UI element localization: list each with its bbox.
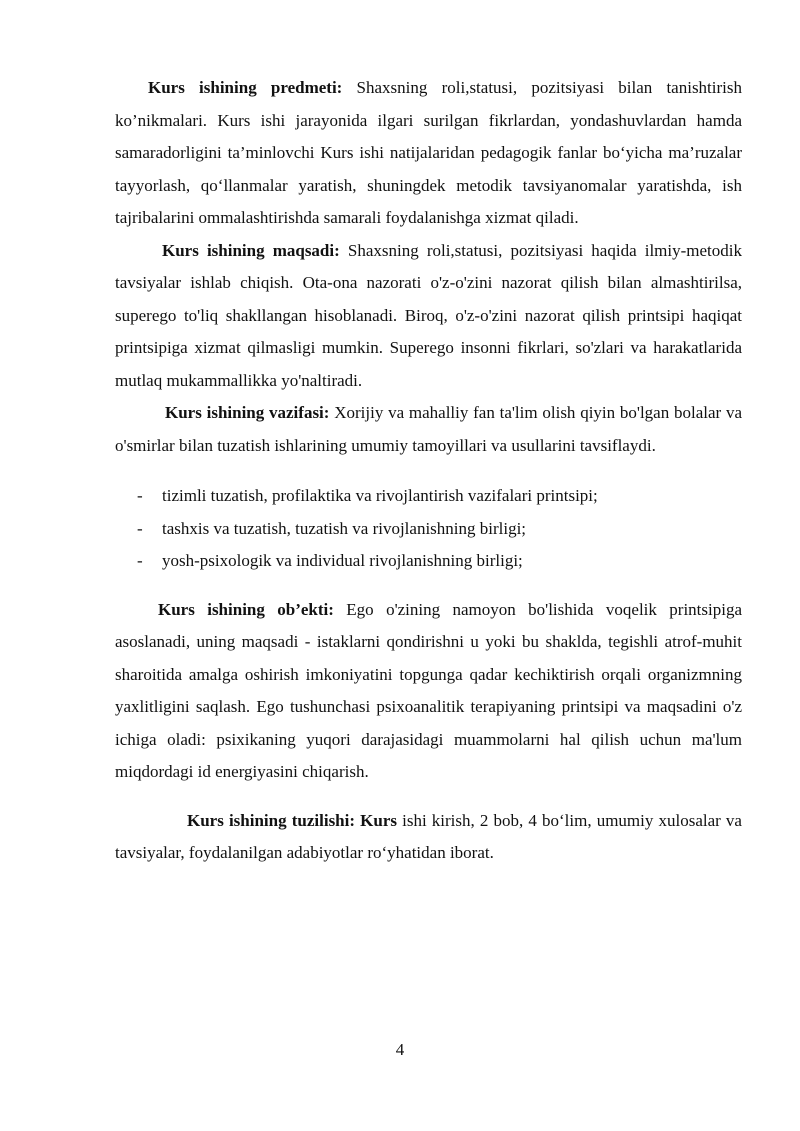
heading-obekti: Kurs ishining ob’ekti: bbox=[158, 599, 334, 619]
heading-tuzilishi: Kurs ishining tuzilishi: Kurs bbox=[187, 810, 397, 830]
paragraph-tuzilishi bbox=[115, 805, 742, 870]
text-tuzilishi: ishi kirish, 2 bob, 4 bo‘lim, umumiy xulosalar va tavsiyalar, foydalanilgan adabiyotlar ro‘yhatidan iborat. bbox=[115, 810, 742, 862]
paragraph-obekti bbox=[115, 594, 742, 789]
text-maqsadi: Shaxsning roli,statusi, pozitsiyasi haqida ilmiy-metodik tavsiyalar ishlab chiqish. Ota-ona nazorati o'z-o'zini nazorat qilish bilan almashtirilsa, superego to'liq shakllangan hisoblanadi. Biroq, o'z-o'zini nazorat qilish printsipi haqiqat printsipiga xizmat qilmasligi mumkin. Superego insonni fikrlari, so'zlari va harakatlarida mutlaq mukammallikka yo'naltiradi. bbox=[115, 240, 742, 390]
text-predmeti: Shaxsning roli,statusi, pozitsiyasi bilan tanishtirish ko’nikmalari. Kurs ishi jarayonida ilgari surilgan fikrlardan, yondashuvlardan hamda samaradorligini ta’minlovchi Kurs ishi natijalaridan pedagogik fanlar bo‘yicha ma’ruzalar tayyorlash, qo‘llanmalar yaratish, shuningdek metodik tavsiyanomalar yaratishda, ish tajribalarini ommalashtirishda samarali foydalanishga xizmat qiladi. bbox=[115, 78, 743, 227]
principles-list bbox=[115, 480, 742, 578]
paragraph-predmeti bbox=[115, 72, 742, 235]
list-item-text: yosh-psixologik va individual rivojlanishning birligi; bbox=[162, 551, 523, 570]
paragraph-maqsadi bbox=[115, 235, 742, 398]
text-obekti: Ego o'zining namoyon bo'lishida voqelik printsipiga asoslanadi, uning maqsadi - istaklarni qondirishni u yoki bu shaklda, tegishli atrof-muhit sharoitida amalga oshirish imkoniyatini topgunga qadar kechiktirish orqali organizmning yaxlitligini saqlash. Ego tushunchasi psixoanalitik terapiyaning printsipi va maqsadini o'z ichiga oladi: psixikaning yuqori darajasidagi muammolarni hal qilish uchun ma'lum miqdordagi id energiyasini chiqarish. bbox=[115, 599, 743, 781]
heading-vazifasi: Kurs ishining vazifasi: bbox=[165, 403, 330, 422]
paragraph-vazifasi bbox=[115, 397, 742, 462]
document-page bbox=[115, 72, 742, 870]
list-dash: - bbox=[137, 551, 143, 570]
list-item bbox=[115, 513, 742, 546]
list-item-text: tizimli tuzatish, profilaktika va rivojlantirish vazifalari printsipi; bbox=[162, 486, 598, 505]
heading-maqsadi: Kurs ishining maqsadi: bbox=[162, 240, 340, 260]
list-item-text: tashxis va tuzatish, tuzatish va rivojlanishning birligi; bbox=[162, 518, 527, 538]
text-vazifasi: Xorijiy va mahalliy fan ta'lim olish qiyin bo'lgan bolalar va o'smirlar bilan tuzatish ishlarining umumiy tamoyillari va usullarini tavsiflaydi. bbox=[115, 403, 742, 455]
list-item bbox=[115, 480, 742, 513]
page-number: 4 bbox=[395, 1040, 405, 1059]
list-item bbox=[115, 545, 742, 578]
list-dash: - bbox=[137, 518, 143, 538]
list-dash: - bbox=[137, 486, 143, 505]
heading-predmeti: Kurs ishining predmeti: bbox=[148, 78, 343, 97]
